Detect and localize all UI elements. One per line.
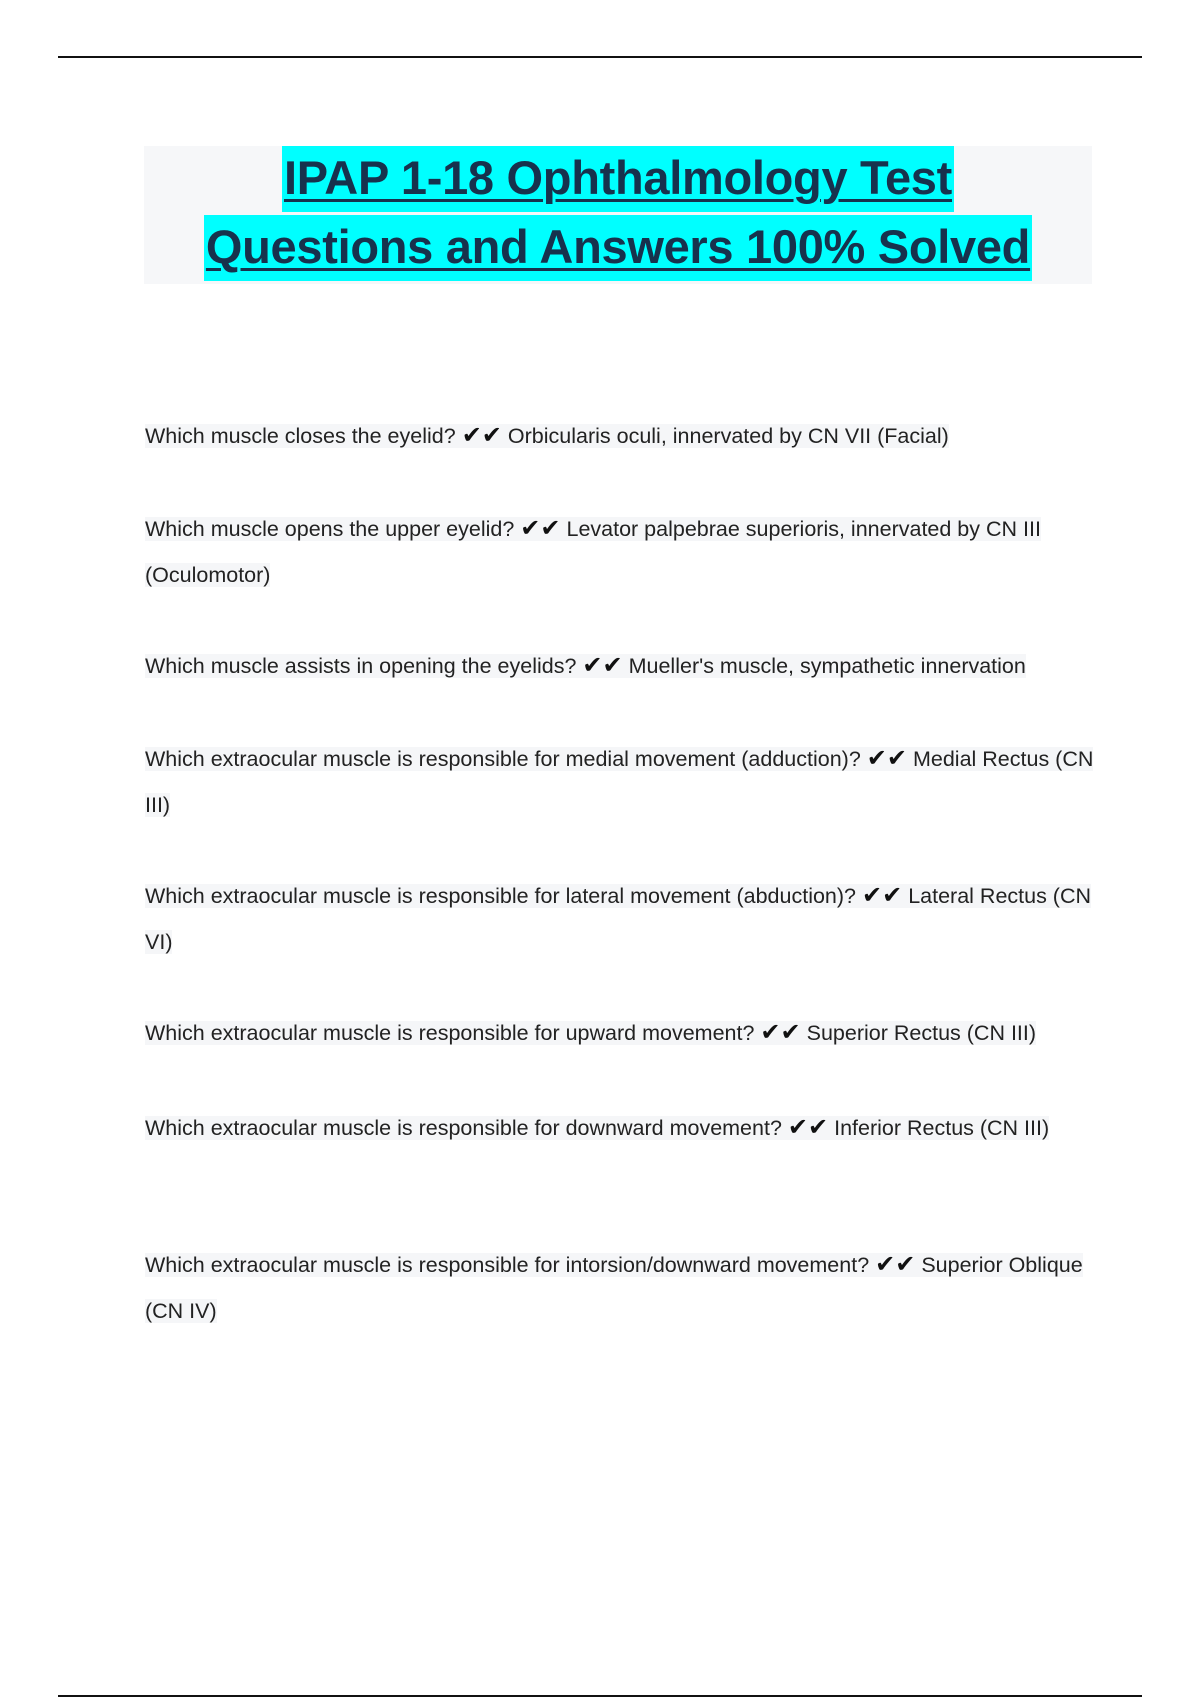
answer-text: Lateral Rectus (CN VI) [145, 884, 1092, 954]
question-text: Which extraocular muscle is responsible for medial movement (adduction)? [145, 747, 861, 771]
answer-text: Mueller's muscle, sympathetic innervation [628, 654, 1026, 678]
answer-text: Medial Rectus (CN III) [145, 747, 1094, 817]
title-line-1: IPAP 1-18 Ophthalmology Test [282, 146, 954, 212]
qa-item [145, 1241, 1105, 1334]
qa-item [145, 872, 1105, 965]
qa-item [145, 1009, 1105, 1056]
question-text: Which extraocular muscle is responsible for downward movement? [145, 1116, 782, 1140]
question-text: Which muscle opens the upper eyelid? [145, 517, 515, 541]
question-text: Which muscle closes the eyelid? [145, 424, 456, 448]
check-icon: ✔✔ [760, 1018, 801, 1046]
header-rule [58, 56, 1142, 58]
check-icon: ✔✔ [582, 651, 623, 679]
answer-text: Orbicularis oculi, innervated by CN VII (Facial) [507, 424, 949, 448]
check-icon: ✔✔ [787, 1113, 829, 1141]
qa-item [145, 505, 1105, 598]
qa-item [145, 1104, 1105, 1151]
check-icon: ✔✔ [461, 421, 502, 449]
qa-item [145, 412, 1105, 459]
question-text: Which muscle assists in opening the eyelids? [145, 654, 577, 678]
check-icon: ✔✔ [520, 514, 561, 542]
question-text: Which extraocular muscle is responsible for intorsion/downward movement? [145, 1253, 870, 1277]
answer-text: Superior Rectus (CN III) [806, 1021, 1037, 1045]
check-icon: ✔✔ [875, 1250, 916, 1278]
title-line-2: Questions and Answers 100% Solved [204, 215, 1032, 281]
answer-text: Levator palpebrae superioris, innervated by CN III (Oculomotor) [145, 517, 1041, 587]
answer-text: Superior Oblique (CN IV) [145, 1253, 1083, 1323]
check-icon: ✔✔ [862, 881, 903, 909]
footer-rule [58, 1695, 1142, 1697]
answer-text: Inferior Rectus (CN III) [834, 1116, 1050, 1140]
document-title [144, 146, 1092, 284]
check-icon: ✔✔ [866, 744, 907, 772]
question-text: Which extraocular muscle is responsible for lateral movement (abduction)? [145, 884, 857, 908]
qa-item [145, 735, 1105, 828]
qa-item [145, 642, 1105, 689]
question-text: Which extraocular muscle is responsible for upward movement? [145, 1021, 755, 1045]
